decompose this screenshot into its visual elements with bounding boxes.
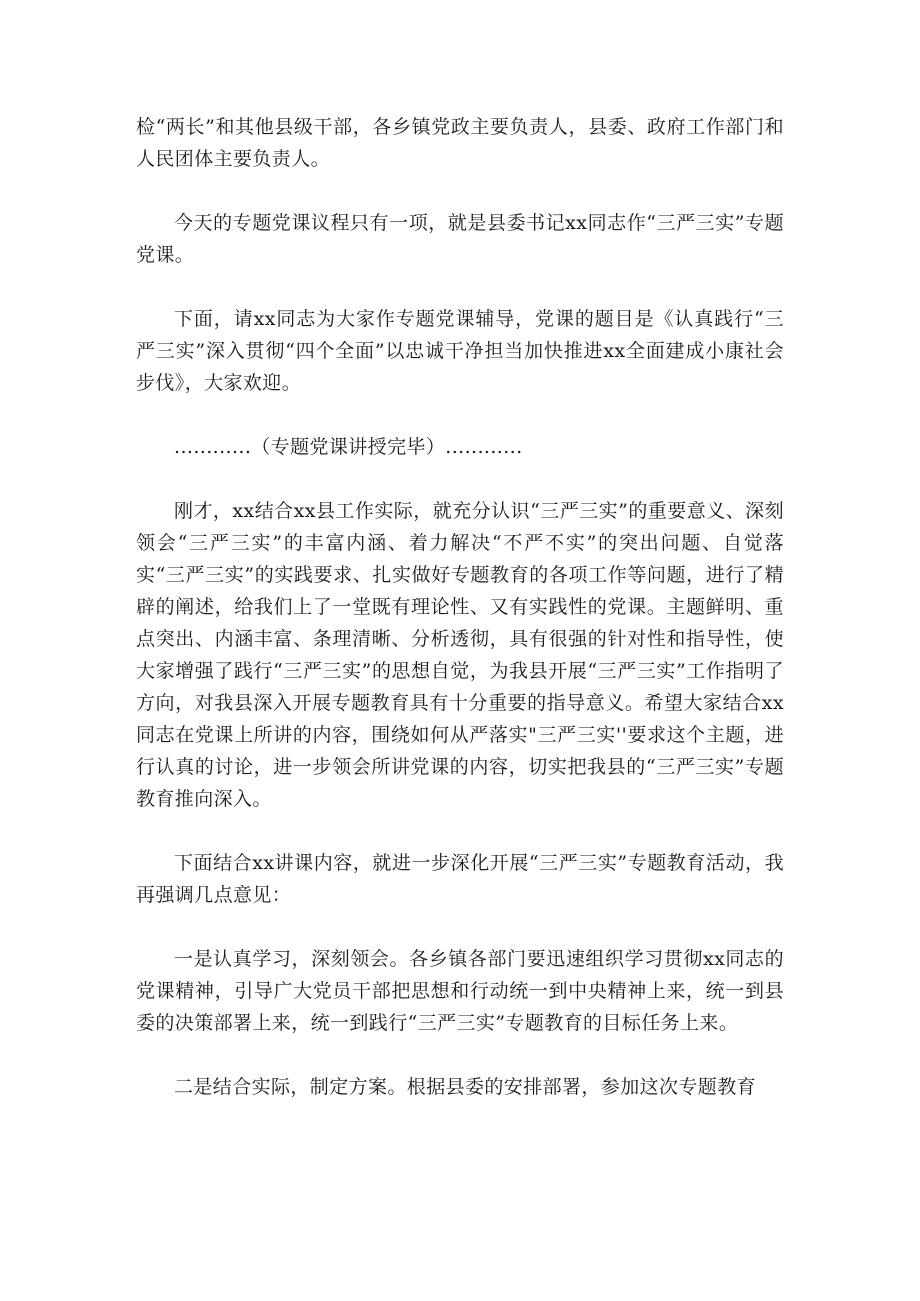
paragraph-point-two: 二是结合实际，制定方案。根据县委的安排部署，参加这次专题教育 [174, 1076, 757, 1098]
paragraph-introduction: 下面，请xx同志为大家作专题党课辅导，党课的题目是《认真践行“三严三实”深入贯彻“四个全面”以忠诚干净担当加快推进xx全面建成小康社会步伐》，大家欢迎。 [136, 308, 784, 394]
paragraph-agenda: 今天的专题党课议程只有一项，就是县委书记xx同志作“三严三实”专题党课。 [136, 212, 784, 266]
paragraph-summary: 刚才，xx结合xx县工作实际，就充分认识“三严三实”的重要意义、深刻领会“三严三实”的丰富内涵、着力解决“不严不实”的突出问题、自觉落实“三严三实”的实践要求、扎实做好专题教育的各项工作等问题，进行了精辟的阐述，给我们上了一堂既有理论性、又有实践性的党课。主题鲜明、重点突出、内涵丰富、条理清晰、分析透彻，具有很强的针对性和指导性，使大家增强了践行“三严三实”的思想自觉，为我县开展“三严三实”工作指明了方向，对我县深入开展专题教育具有十分重要的指导意义。希望大家结合xx同志在党课上所讲的内容，围绕如何从严落实"三严三实''要求这个主题，进行认真的讨论，进一步领会所讲党课的内容，切实把我县的“三严三实”专题教育推向深入。 [136, 500, 784, 810]
paragraph-attendees: 检“两长”和其他县级干部，各乡镇党政主要负责人，县委、政府工作部门和人民团体主要负责人。 [136, 116, 784, 170]
paragraph-transition: 下面结合xx讲课内容，就进一步深化开展“三严三实”专题教育活动，我再强调几点意见： [136, 852, 784, 906]
paragraph-lecture-break: ............（专题党课讲授完毕）............ [174, 436, 523, 458]
document-body [136, 111, 784, 1135]
paragraph-point-one: 一是认真学习，深刻领会。各乡镇各部门要迅速组织学习贯彻xx同志的党课精神，引导广大党员干部把思想和行动统一到中央精神上来，统一到县委的决策部署上来，统一到践行“三严三实”专题教育的目标任务上来。 [136, 948, 784, 1034]
